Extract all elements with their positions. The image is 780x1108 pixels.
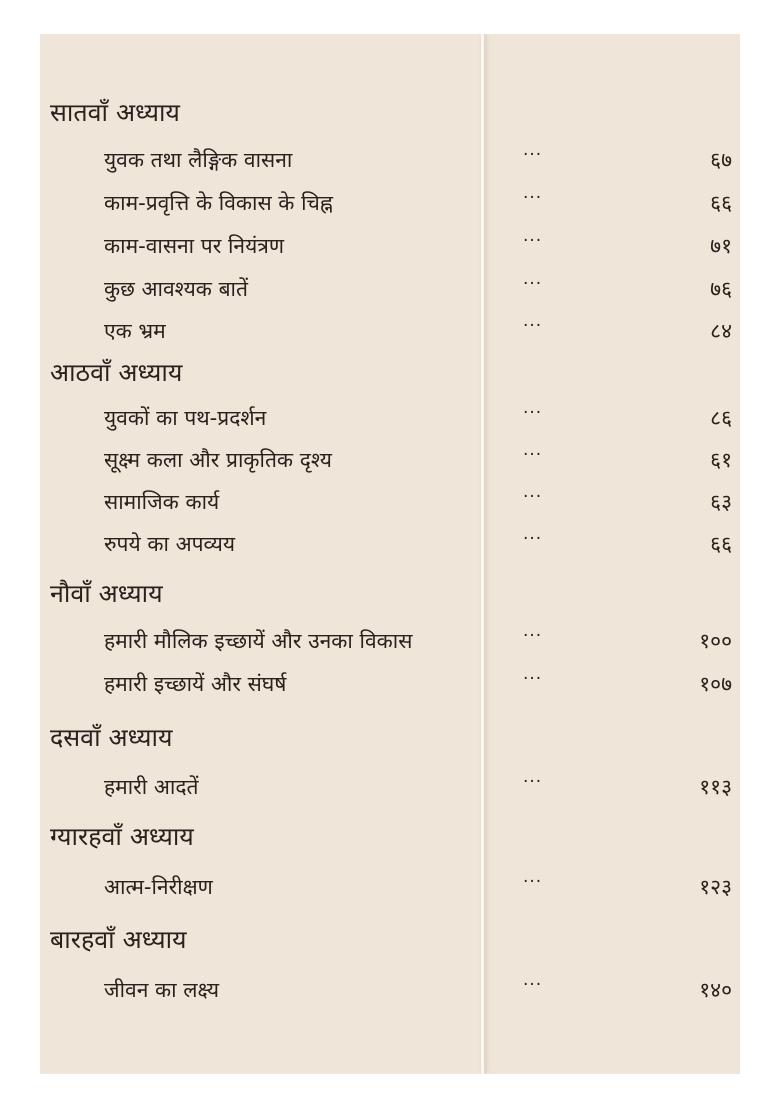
toc-entry — [40, 398, 740, 434]
entry-page-number: १२३ — [699, 875, 732, 899]
entry-title: हमारी मौलिक इच्छायें और उनका विकास — [104, 629, 413, 653]
entry-page-number: १०० — [699, 629, 732, 653]
entry-leader: ... — [523, 398, 543, 418]
toc-entry — [40, 524, 740, 560]
entry-title: युवकों का पथ-प्रदर्शन — [104, 406, 267, 430]
chapter-heading: सातवाँ अध्याय — [50, 98, 180, 127]
chapter-heading: बारहवाँ अध्याय — [50, 925, 187, 954]
entry-leader: ... — [523, 867, 543, 887]
toc-entry — [40, 664, 740, 700]
entry-page-number: ६६ — [710, 191, 732, 215]
entry-title: काम-प्रवृत्ति के विकास के चिह्न — [104, 191, 333, 215]
entry-leader: ... — [523, 482, 543, 502]
toc-entry — [40, 269, 740, 305]
toc-entry — [40, 311, 740, 347]
toc-entry — [40, 226, 740, 262]
entry-leader: ... — [523, 140, 543, 160]
entry-page-number: ६७ — [710, 148, 732, 172]
entry-leader: ... — [523, 767, 543, 787]
entry-title: रुपये का अपव्यय — [104, 532, 236, 556]
toc-entry — [40, 482, 740, 518]
table-of-contents — [40, 34, 740, 1074]
toc-entry — [40, 767, 740, 803]
entry-title: हमारी इच्छायें और संघर्ष — [104, 672, 287, 696]
toc-entry — [40, 970, 740, 1006]
entry-leader: ... — [523, 970, 543, 990]
entry-page-number: ८४ — [710, 319, 732, 343]
entry-leader: ... — [523, 311, 543, 331]
entry-page-number: ७१ — [710, 234, 732, 258]
entry-title: युवक तथा लैङ्गिक वासना — [104, 148, 293, 172]
entry-leader: ... — [523, 524, 543, 544]
entry-leader: ... — [523, 621, 543, 641]
entry-leader: ... — [523, 269, 543, 289]
entry-page-number: ८६ — [710, 406, 732, 430]
entry-leader: ... — [523, 183, 543, 203]
entry-title: सामाजिक कार्य — [104, 490, 220, 514]
toc-entry — [40, 440, 740, 476]
entry-title: एक भ्रम — [104, 319, 166, 343]
toc-entry — [40, 621, 740, 657]
entry-leader: ... — [523, 226, 543, 246]
entry-page-number: ६६ — [710, 532, 732, 556]
entry-title: आत्म-निरीक्षण — [104, 875, 213, 899]
chapter-heading: नौवाँ अध्याय — [50, 579, 163, 608]
entry-leader: ... — [523, 664, 543, 684]
entry-title: हमारी आदतें — [104, 775, 199, 799]
entry-title: कुछ आवश्यक बातें — [104, 277, 248, 301]
chapter-heading: ग्यारहवाँ अध्याय — [50, 822, 194, 851]
book-page — [40, 34, 740, 1074]
entry-title: सूक्ष्म कला और प्राकृतिक दृश्य — [104, 448, 332, 472]
entry-page-number: ७६ — [710, 277, 732, 301]
toc-entry — [40, 867, 740, 903]
entry-page-number: ६१ — [710, 448, 732, 472]
entry-title: जीवन का लक्ष्य — [104, 978, 220, 1002]
toc-entry — [40, 140, 740, 176]
toc-entry — [40, 183, 740, 219]
entry-page-number: ११३ — [699, 775, 732, 799]
entry-leader: ... — [523, 440, 543, 460]
entry-page-number: १०७ — [699, 672, 732, 696]
entry-title: काम-वासना पर नियंत्रण — [104, 234, 285, 258]
entry-page-number: ६३ — [710, 490, 732, 514]
entry-page-number: १४० — [699, 978, 732, 1002]
chapter-heading: दसवाँ अध्याय — [50, 723, 173, 752]
chapter-heading: आठवाँ अध्याय — [50, 358, 183, 387]
